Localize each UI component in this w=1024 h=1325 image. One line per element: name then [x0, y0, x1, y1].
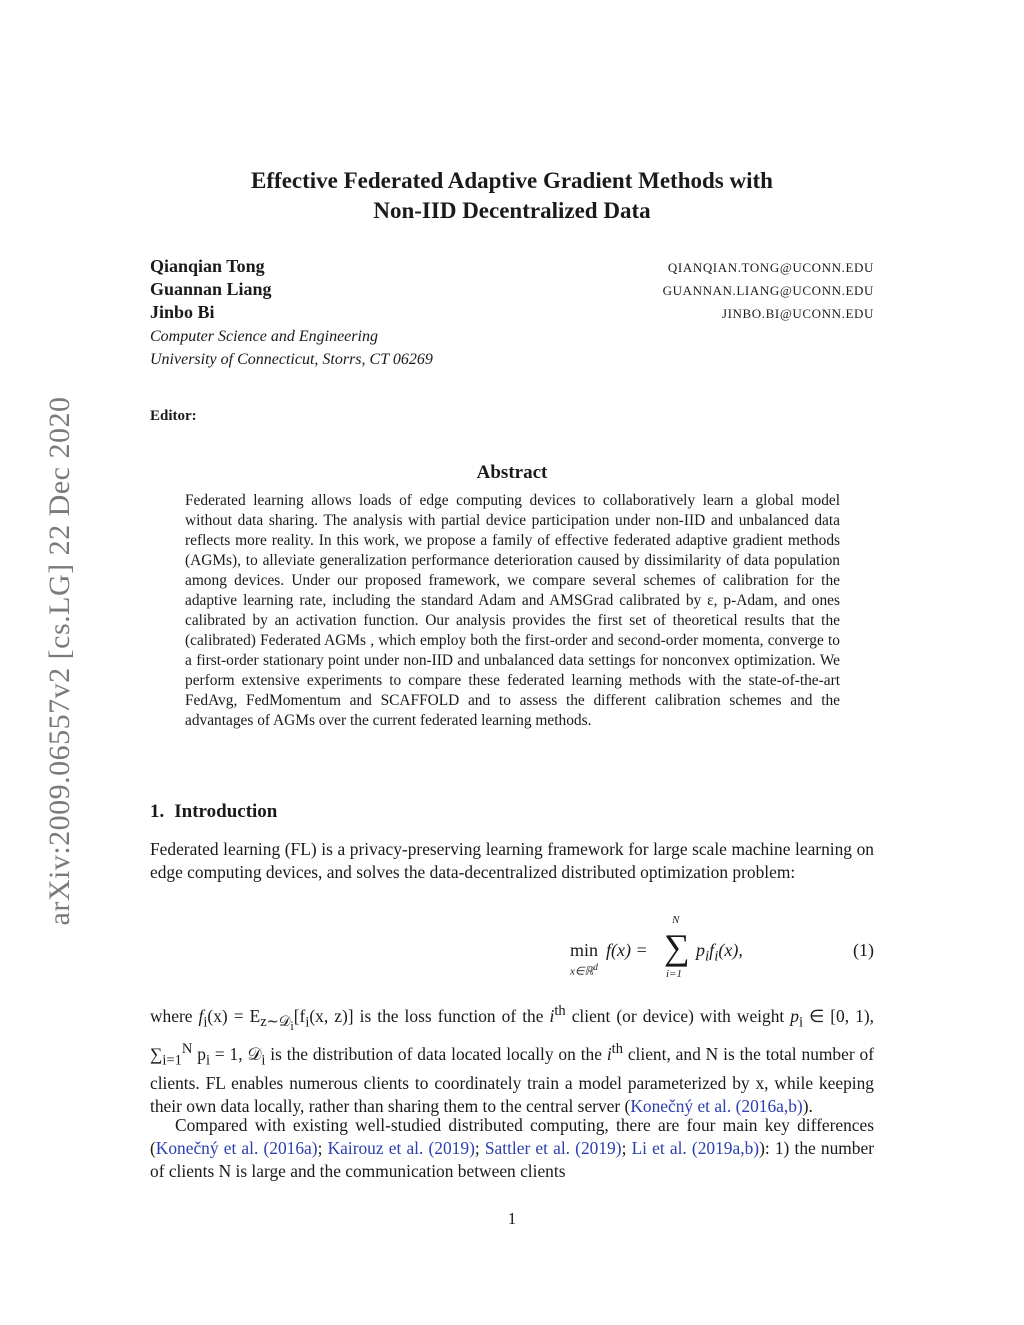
summation-icon: ∑	[664, 927, 690, 967]
editor-label: Editor:	[150, 408, 197, 424]
sum-upper-limit: N	[672, 914, 680, 926]
section-number: 1.	[150, 801, 165, 822]
citation-link[interactable]: Li et al. (2019a,b)	[631, 1138, 760, 1158]
section-title: Introduction	[174, 801, 278, 822]
eq-lhs: f(x) =	[606, 940, 648, 960]
author-name: Qianqian Tong	[150, 256, 265, 276]
citation-link[interactable]: Kairouz et al. (2019)	[327, 1138, 475, 1158]
author-email[interactable]: QIANQIAN.TONG@UCONN.EDU	[667, 260, 874, 275]
sum-lower-limit: i=1	[666, 968, 682, 980]
affiliation-dept: Computer Science and Engineering	[150, 328, 378, 345]
author-email[interactable]: GUANNAN.LIANG@UCONN.EDU	[662, 283, 874, 298]
section-heading	[150, 801, 287, 823]
title-line-2: Non-IID Decentralized Data	[373, 198, 651, 223]
intro-paragraph-2: where $f_i(x) = E_{z\sim 𝒟_i}[f_i(x$, z)] is the loss function of the $i^{th}$ client (or device) with weight $p_i$ ∈ [0, 1), $\sum_{i=1}^N$ $p_i = 1$, 𝒟$_i$ is the distribution of data located locally on the $i^{th}$ client, and N is the total number of clients. FL enables numerous clients to coordinately train a model parameterized by x, while keeping their own data locally, rather than sharing them to the central server (Konečný et al. (2016a,b)).	[150, 1003, 874, 1117]
intro-paragraph-1: Federated learning (FL) is a privacy-preserving learning framework for large scale machine learning on edge computing devices, and solves the data-decentralized distributed optimization problem:	[150, 839, 874, 882]
title-line-1: Effective Federated Adaptive Gradient Methods with	[251, 168, 773, 193]
citation-link[interactable]: Sattler et al. (2019)	[484, 1138, 622, 1158]
author-row	[150, 279, 874, 302]
author-row	[150, 302, 874, 325]
paper-title	[150, 166, 874, 226]
author-email[interactable]: JINBO.BI@UCONN.EDU	[721, 306, 874, 321]
eq-rhs: $p_if_i(x)$,	[696, 940, 743, 965]
arxiv-identifier[interactable]: arXiv:2009.06557v2 [cs.LG] 22 Dec 2020	[43, 396, 76, 926]
affiliation-univ: University of Connecticut, Storrs, CT 06269	[150, 351, 433, 368]
author-name: Jinbo Bi	[150, 302, 215, 322]
eq-min-operator: min	[570, 940, 599, 960]
abstract-text: Federated learning allows loads of edge computing devices to collaboratively learn a global model without data sharing. The analysis with partial device participation under non-IID and unbalanced data reflects more reality. In this work, we propose a family of effective federated adaptive gradient methods (AGMs), to alleviate generalization performance deterioration caused by dissimilarity of data population among devices. Under our proposed framework, we compare several schemes of calibration for the adaptive learning rate, including the standard Adam and AMSGrad calibrated by ε, p-Adam, and ones calibrated by an activation function. Our analysis provides the first set of theoretical results that the (calibrated) Federated AGMs , which employ both the first-order and second-order momenta, converge to a first-order stationary point under non-IID and unbalanced data settings for nonconvex optimization. We perform extensive experiments to compare these federated learning methods with the state-of-the-art FedAvg, FedMomentum and SCAFFOLD and to assess the different calibration schemes and the advantages of AGMs over the current federated learning methods.	[185, 492, 840, 729]
equation-number: (1)	[853, 940, 874, 960]
page-number: 1	[507, 1209, 517, 1228]
abstract-heading: Abstract	[476, 462, 548, 483]
citation-link[interactable]: Konečný et al. (2016a)	[155, 1138, 318, 1158]
eq-min-subscript: x∈ℝ$^d$	[570, 962, 598, 978]
citation-link[interactable]: Konečný et al. (2016a,b)	[630, 1096, 803, 1117]
intro-paragraph-3: Compared with existing well-studied distributed computing, there are four main key differences (Konečný et al. (2016a); Kairouz et al. (2019); Sattler et al. (2019); Li et al. (2019a,b)): 1) the number of clients N is large and the communication between clients	[150, 1115, 875, 1181]
author-row	[150, 256, 874, 279]
author-name: Guannan Liang	[150, 279, 272, 299]
equation-1	[150, 914, 874, 982]
author-block	[150, 256, 874, 371]
